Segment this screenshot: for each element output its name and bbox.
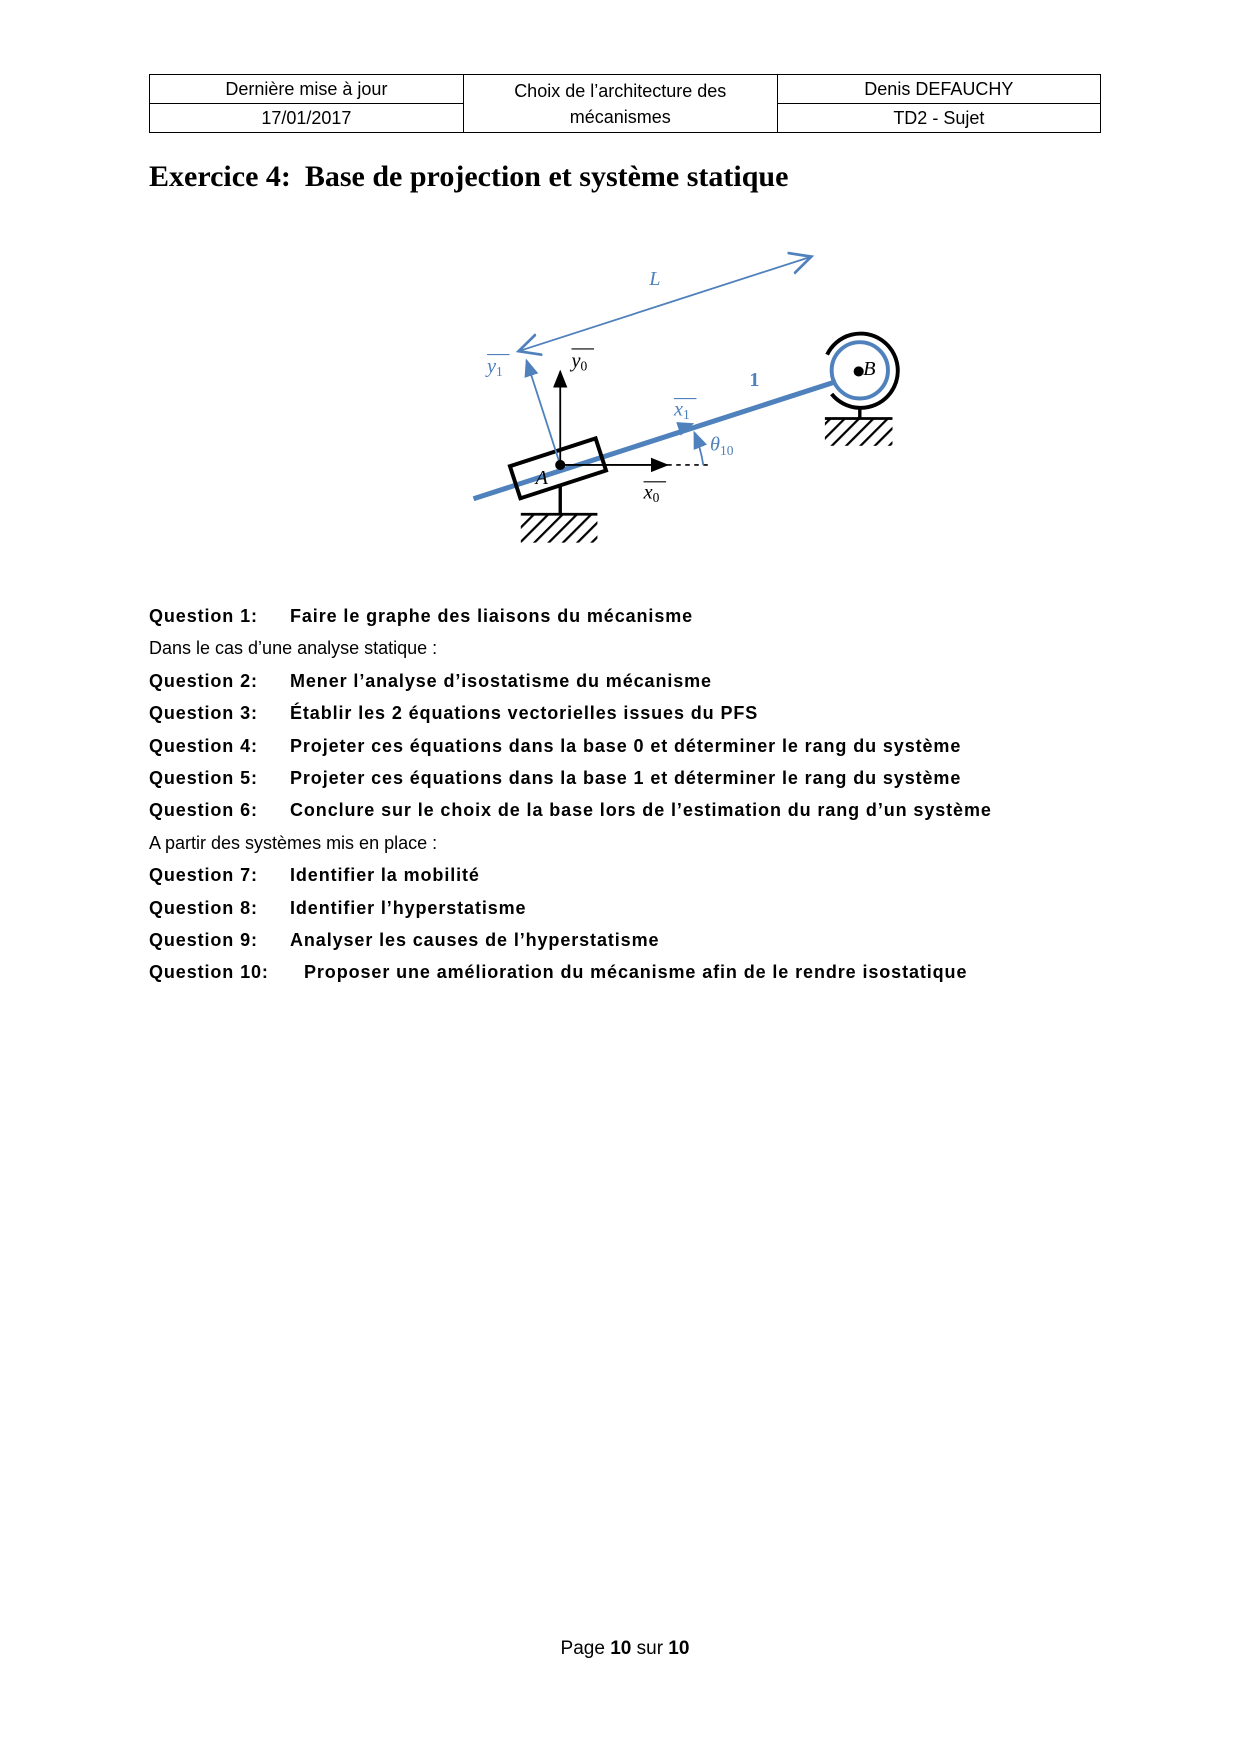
question-label: Question 7:: [149, 865, 258, 886]
question-text: Projeter ces équations dans la base 0 et déterminer le rang du système: [290, 735, 962, 756]
instruction-text: A partir des systèmes mis en place :: [149, 832, 438, 853]
question-list: [149, 600, 992, 989]
footer-middle: sur: [631, 1638, 669, 1659]
header-table: [149, 74, 1101, 133]
header-course-title: Choix de l’architecture des mécanismes: [463, 75, 777, 133]
header-updated-label: Dernière mise à jour: [150, 75, 464, 104]
svg-text:x0: x0: [643, 481, 660, 506]
svg-text:y0: y0: [571, 349, 588, 374]
question-text: Analyser les causes de l’hyperstatisme: [290, 929, 660, 950]
question-text: Mener l’analyse d’isostatisme du mécanisme: [290, 670, 712, 691]
beam-part-1: [474, 382, 837, 499]
label-part-1: 1: [749, 369, 760, 392]
page-footer: [0, 1638, 1240, 1660]
question-text: Conclure sur le choix de la base lors de l’estimation du rang d’un système: [290, 800, 992, 821]
question-label: Question 10:: [149, 962, 269, 983]
question-label: Question 8:: [149, 897, 258, 918]
instruction-text: Dans le cas d’une analyse statique :: [149, 638, 438, 659]
question-item: [149, 892, 992, 924]
question-item: [149, 697, 992, 729]
svg-text:θ10: $\theta_{10}$: [710, 433, 734, 458]
question-item: [149, 794, 992, 826]
question-text: Projeter ces équations dans la base 1 et déterminer le rang du système: [290, 767, 962, 788]
theta-arc: [694, 432, 703, 465]
svg-text:y1: y1: [487, 355, 503, 379]
point-A: [555, 460, 565, 470]
question-item: [149, 762, 992, 794]
footer-prefix: Page: [560, 1638, 611, 1659]
question-text: Établir les 2 équations vectorielles issues du PFS: [290, 703, 759, 724]
y1-vector: [526, 360, 560, 465]
question-label: Question 5:: [149, 767, 258, 788]
question-label: Question 4:: [149, 735, 258, 756]
question-item: [149, 859, 992, 891]
question-text: Proposer une amélioration du mécanisme afin de le rendre isostatique: [304, 962, 968, 983]
question-text: Identifier la mobilité: [290, 865, 480, 886]
label-L: L: [649, 267, 661, 290]
question-item: [149, 730, 992, 762]
label-A: A: [535, 467, 548, 490]
question-label: Question 6:: [149, 800, 258, 821]
mechanism-diagram: [451, 225, 924, 563]
header-updated-date: 17/01/2017: [150, 104, 464, 133]
question-item: [149, 956, 992, 988]
question-label: Question 1:: [149, 606, 258, 626]
question-item: [149, 924, 992, 956]
question-item: [149, 600, 992, 632]
svg-text:x1: x1: [673, 398, 690, 422]
header-author: Denis DEFAUCHY: [777, 75, 1100, 104]
question-text: Faire le graphe des liaisons du mécanisme: [290, 606, 694, 626]
footer-total: 10: [668, 1638, 690, 1659]
length-dimension-line: [665, 257, 811, 304]
question-label: Question 2:: [149, 670, 258, 691]
exercise-number: Exercice 4:: [149, 160, 291, 193]
label-B: B: [863, 357, 876, 380]
question-text: Identifier l’hyperstatisme: [290, 897, 527, 918]
question-label: Question 3:: [149, 703, 258, 724]
exercise-title-text: Base de projection et système statique: [304, 160, 789, 193]
header-doc: TD2 - Sujet: [777, 104, 1100, 133]
question-label: Question 9:: [149, 929, 258, 950]
footer-page: 10: [610, 1638, 632, 1659]
ground-B: [825, 420, 893, 446]
exercise-title: [149, 160, 788, 194]
question-item: [149, 665, 992, 697]
ground-A: [521, 516, 598, 543]
